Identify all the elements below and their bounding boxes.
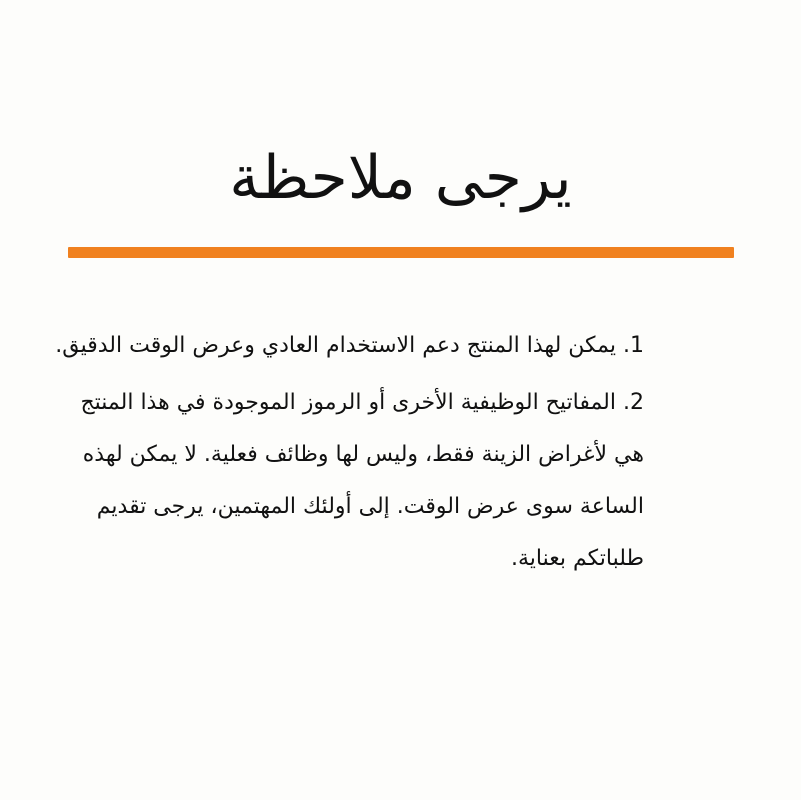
notice-title: يرجى ملاحظة [229,143,572,213]
note-2: 2. المفاتيح الوظيفية الأخرى أو الرموز الموجودة في هذا المنتج هي لأغراض الزينة فقط، وليس لها وظائف فعلية. لا يمكن لهذه الساعة سوى عرض الوقت. إلى أولئك المهتمين، يرجى تقديم طلباتكم بعناية. [80,390,644,571]
title-divider [68,247,734,258]
note-1: 1. يمكن لهذا المنتج دعم الاستخدام العادي وعرض الوقت الدقيق. [55,333,644,358]
notice-body [44,320,644,590]
